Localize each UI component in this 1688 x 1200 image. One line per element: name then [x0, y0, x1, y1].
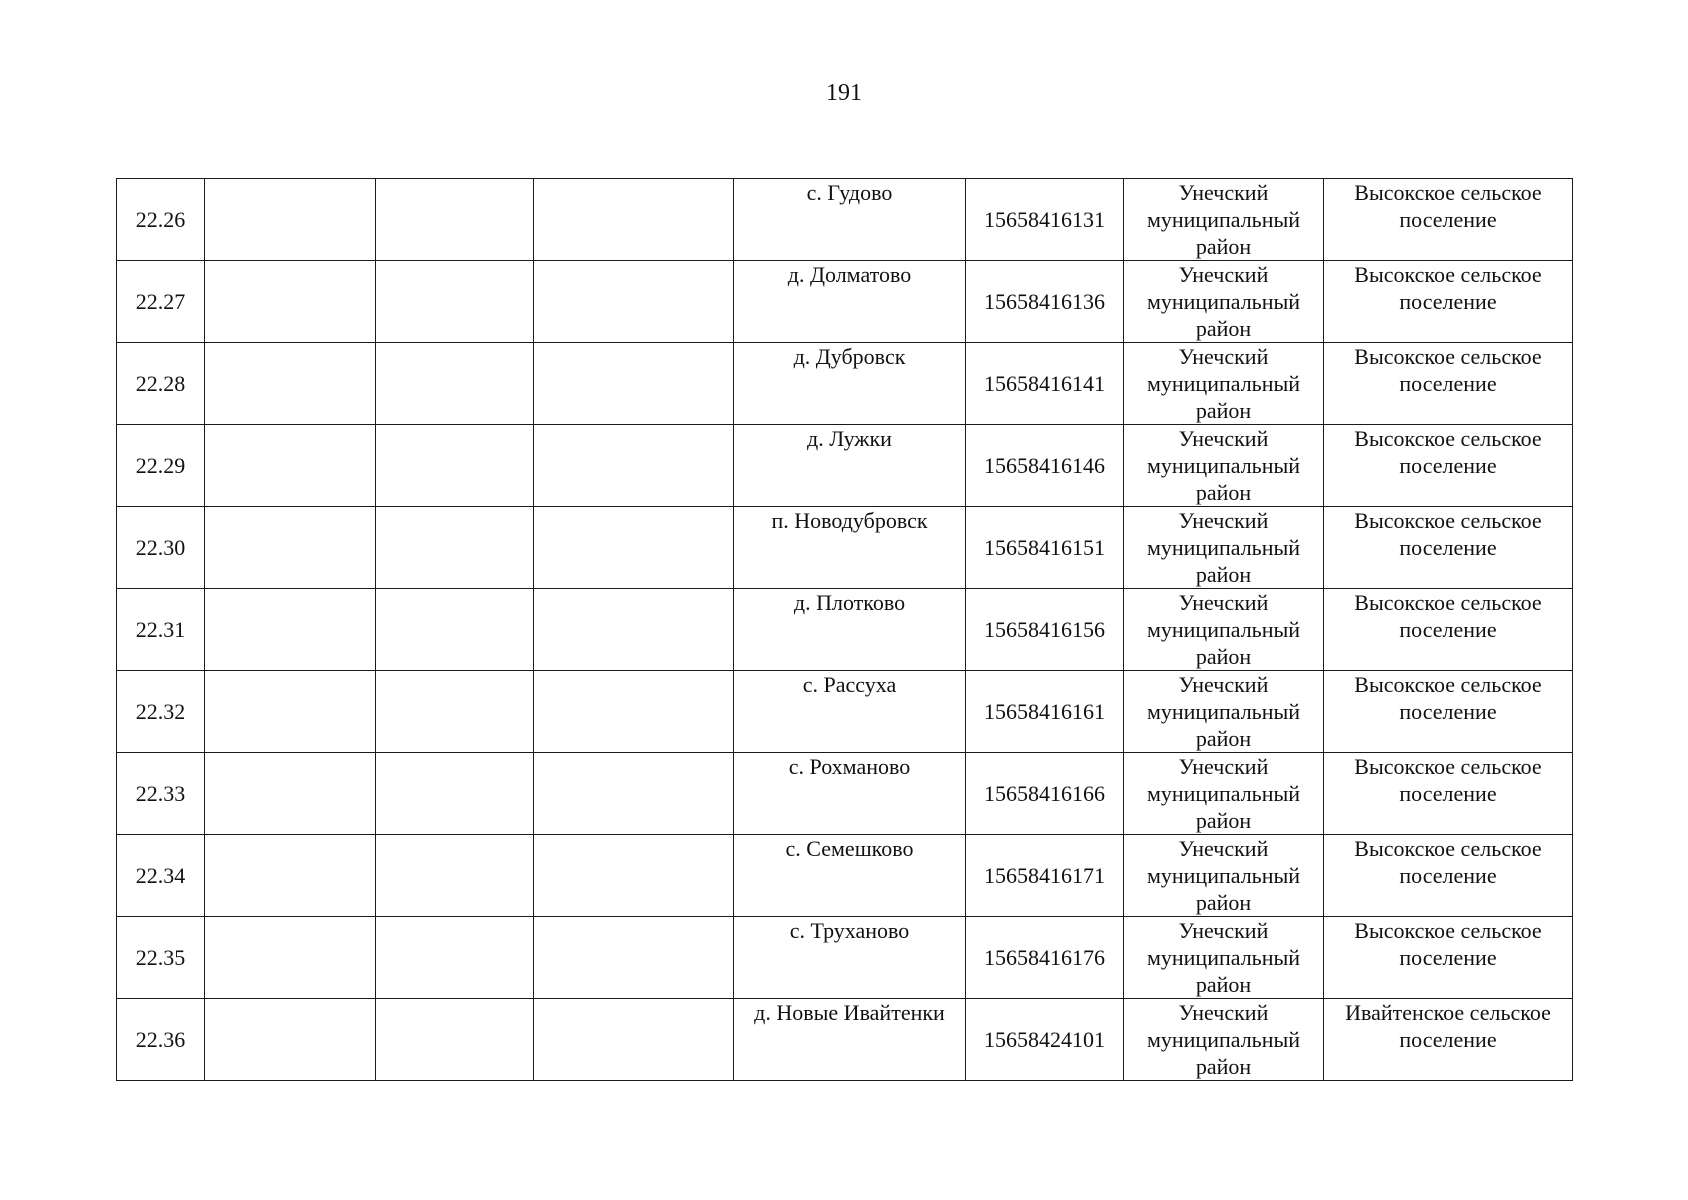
place-name: с. Семешково	[785, 836, 914, 861]
empty-cell	[534, 261, 734, 343]
table-body	[117, 179, 1573, 1081]
empty-cell	[376, 507, 534, 589]
oktmo-code: 15658416141	[984, 371, 1105, 396]
row-number-cell	[117, 179, 205, 261]
table-row	[117, 507, 1573, 589]
settlement-line: Высокское сельское	[1354, 918, 1542, 943]
district-line: район	[1195, 480, 1252, 505]
place-name-cell	[734, 507, 966, 589]
district-line: район	[1195, 726, 1252, 751]
settlement-cell	[1324, 999, 1573, 1081]
page-number: 191	[826, 80, 862, 106]
oktmo-code-cell	[966, 917, 1124, 999]
district-line: Унечский	[1178, 590, 1269, 615]
row-number-cell	[117, 425, 205, 507]
oktmo-code-cell	[966, 179, 1124, 261]
settlement-line: Высокское сельское	[1354, 836, 1542, 861]
district-line: район	[1195, 316, 1252, 341]
district-line: муниципальный	[1146, 1027, 1301, 1052]
settlement-line: Высокское сельское	[1354, 262, 1542, 287]
district-line: муниципальный	[1146, 371, 1301, 396]
district-line: район	[1195, 972, 1252, 997]
row-number: 22.26	[135, 207, 186, 232]
table-row	[117, 425, 1573, 507]
empty-cell	[205, 999, 376, 1081]
settlement-line: Высокское сельское	[1354, 508, 1542, 533]
district-line: муниципальный	[1146, 699, 1301, 724]
district-cell	[1124, 179, 1324, 261]
district-line: Унечский	[1178, 918, 1269, 943]
district-cell	[1124, 261, 1324, 343]
row-number: 22.31	[135, 617, 186, 642]
settlements-table	[116, 178, 1573, 1081]
district-line: район	[1195, 234, 1252, 259]
district-line: Унечский	[1178, 262, 1269, 287]
row-number: 22.34	[135, 863, 186, 888]
place-name-cell	[734, 261, 966, 343]
place-name-cell	[734, 425, 966, 507]
settlement-line: поселение	[1399, 1027, 1497, 1052]
district-cell	[1124, 753, 1324, 835]
row-number: 22.36	[135, 1027, 186, 1052]
row-number: 22.29	[135, 453, 186, 478]
empty-cell	[534, 589, 734, 671]
district-line: Унечский	[1178, 426, 1269, 451]
settlement-cell	[1324, 671, 1573, 753]
row-number-cell	[117, 671, 205, 753]
district-cell	[1124, 507, 1324, 589]
row-number: 22.30	[135, 535, 186, 560]
empty-cell	[205, 507, 376, 589]
settlement-cell	[1324, 917, 1573, 999]
district-cell	[1124, 917, 1324, 999]
district-line: муниципальный	[1146, 453, 1301, 478]
district-cell	[1124, 425, 1324, 507]
place-name-cell	[734, 999, 966, 1081]
row-number: 22.27	[135, 289, 186, 314]
empty-cell	[376, 753, 534, 835]
settlement-line: Высокское сельское	[1354, 672, 1542, 697]
place-name-cell	[734, 589, 966, 671]
district-line: район	[1195, 398, 1252, 423]
place-name-cell	[734, 753, 966, 835]
oktmo-code: 15658416146	[984, 453, 1105, 478]
settlement-cell	[1324, 261, 1573, 343]
table-row	[117, 671, 1573, 753]
place-name: с. Гудово	[806, 180, 893, 205]
table-row	[117, 343, 1573, 425]
row-number-cell	[117, 753, 205, 835]
district-line: Унечский	[1178, 836, 1269, 861]
oktmo-code: 15658416156	[984, 617, 1105, 642]
row-number-cell	[117, 261, 205, 343]
settlement-cell	[1324, 589, 1573, 671]
settlement-line: поселение	[1399, 535, 1497, 560]
table-row	[117, 589, 1573, 671]
empty-cell	[205, 835, 376, 917]
district-line: район	[1195, 562, 1252, 587]
district-line: Унечский	[1178, 754, 1269, 779]
district-line: муниципальный	[1146, 289, 1301, 314]
place-name: д. Дубровск	[793, 344, 906, 369]
place-name: с. Рохманово	[788, 754, 911, 779]
oktmo-code: 15658416151	[984, 535, 1105, 560]
settlement-line: поселение	[1399, 207, 1497, 232]
row-number-cell	[117, 507, 205, 589]
settlement-line: поселение	[1399, 781, 1497, 806]
row-number-cell	[117, 917, 205, 999]
empty-cell	[205, 261, 376, 343]
district-line: район	[1195, 808, 1252, 833]
district-line: муниципальный	[1146, 781, 1301, 806]
settlement-line: Высокское сельское	[1354, 426, 1542, 451]
place-name-cell	[734, 917, 966, 999]
district-line: муниципальный	[1146, 617, 1301, 642]
empty-cell	[376, 425, 534, 507]
oktmo-code-cell	[966, 261, 1124, 343]
district-line: район	[1195, 890, 1252, 915]
district-line: муниципальный	[1146, 863, 1301, 888]
place-name-cell	[734, 179, 966, 261]
settlement-line: поселение	[1399, 289, 1497, 314]
oktmo-code-cell	[966, 835, 1124, 917]
settlement-cell	[1324, 425, 1573, 507]
row-number: 22.33	[135, 781, 186, 806]
table-row	[117, 917, 1573, 999]
empty-cell	[534, 835, 734, 917]
district-line: Унечский	[1178, 672, 1269, 697]
empty-cell	[205, 589, 376, 671]
oktmo-code-cell	[966, 343, 1124, 425]
oktmo-code-cell	[966, 999, 1124, 1081]
settlement-line: поселение	[1399, 371, 1497, 396]
row-number-cell	[117, 589, 205, 671]
district-cell	[1124, 835, 1324, 917]
settlement-cell	[1324, 835, 1573, 917]
empty-cell	[205, 179, 376, 261]
settlement-cell	[1324, 753, 1573, 835]
settlement-line: поселение	[1399, 945, 1497, 970]
district-line: район	[1195, 644, 1252, 669]
settlement-line: Высокское сельское	[1354, 180, 1542, 205]
oktmo-code: 15658416166	[984, 781, 1105, 806]
place-name: д. Лужки	[807, 426, 892, 451]
empty-cell	[534, 671, 734, 753]
district-cell	[1124, 589, 1324, 671]
place-name-cell	[734, 343, 966, 425]
settlement-cell	[1324, 343, 1573, 425]
district-line: муниципальный	[1146, 207, 1301, 232]
settlement-line: Высокское сельское	[1354, 754, 1542, 779]
empty-cell	[534, 343, 734, 425]
table-row	[117, 261, 1573, 343]
district-line: Унечский	[1178, 180, 1269, 205]
empty-cell	[205, 671, 376, 753]
empty-cell	[376, 999, 534, 1081]
oktmo-code: 15658416176	[984, 945, 1105, 970]
district-line: муниципальный	[1146, 945, 1301, 970]
table-row	[117, 999, 1573, 1081]
empty-cell	[205, 753, 376, 835]
empty-cell	[376, 671, 534, 753]
settlement-line: Высокское сельское	[1354, 344, 1542, 369]
empty-cell	[534, 917, 734, 999]
place-name: д. Плотково	[793, 590, 906, 615]
settlement-line: поселение	[1399, 453, 1497, 478]
oktmo-code: 15658416131	[984, 207, 1105, 232]
settlement-line: поселение	[1399, 863, 1497, 888]
empty-cell	[534, 425, 734, 507]
settlement-cell	[1324, 179, 1573, 261]
empty-cell	[376, 343, 534, 425]
oktmo-code-cell	[966, 425, 1124, 507]
empty-cell	[376, 261, 534, 343]
row-number: 22.28	[135, 371, 186, 396]
district-cell	[1124, 671, 1324, 753]
oktmo-code: 15658416171	[984, 863, 1105, 888]
settlement-line: поселение	[1399, 617, 1497, 642]
table-row	[117, 835, 1573, 917]
settlement-line: Высокское сельское	[1354, 590, 1542, 615]
row-number-cell	[117, 835, 205, 917]
district-line: Унечский	[1178, 508, 1269, 533]
settlement-cell	[1324, 507, 1573, 589]
empty-cell	[376, 917, 534, 999]
empty-cell	[534, 507, 734, 589]
district-line: Унечский	[1178, 1000, 1269, 1025]
table-row	[117, 753, 1573, 835]
table-row	[117, 179, 1573, 261]
settlement-line: поселение	[1399, 699, 1497, 724]
empty-cell	[205, 917, 376, 999]
district-line: Унечский	[1178, 344, 1269, 369]
place-name: д. Новые Ивайтенки	[754, 1000, 945, 1025]
row-number-cell	[117, 999, 205, 1081]
empty-cell	[376, 835, 534, 917]
district-line: муниципальный	[1146, 535, 1301, 560]
place-name-cell	[734, 671, 966, 753]
oktmo-code-cell	[966, 671, 1124, 753]
place-name: с. Рассуха	[802, 672, 897, 697]
oktmo-code: 15658416161	[984, 699, 1105, 724]
empty-cell	[376, 179, 534, 261]
row-number: 22.32	[135, 699, 186, 724]
oktmo-code-cell	[966, 589, 1124, 671]
empty-cell	[205, 343, 376, 425]
oktmo-code: 15658416136	[984, 289, 1105, 314]
district-cell	[1124, 343, 1324, 425]
place-name: с. Труханово	[789, 918, 910, 943]
empty-cell	[376, 589, 534, 671]
oktmo-code: 15658424101	[984, 1027, 1105, 1052]
district-cell	[1124, 999, 1324, 1081]
place-name: п. Новодубровск	[771, 508, 928, 533]
place-name: д. Долматово	[787, 262, 912, 287]
settlement-line: Ивайтенское сельское	[1345, 1000, 1551, 1025]
empty-cell	[205, 425, 376, 507]
empty-cell	[534, 753, 734, 835]
oktmo-code-cell	[966, 753, 1124, 835]
district-line: район	[1195, 1054, 1252, 1079]
row-number-cell	[117, 343, 205, 425]
empty-cell	[534, 179, 734, 261]
oktmo-code-cell	[966, 507, 1124, 589]
row-number: 22.35	[135, 945, 186, 970]
empty-cell	[534, 999, 734, 1081]
place-name-cell	[734, 835, 966, 917]
